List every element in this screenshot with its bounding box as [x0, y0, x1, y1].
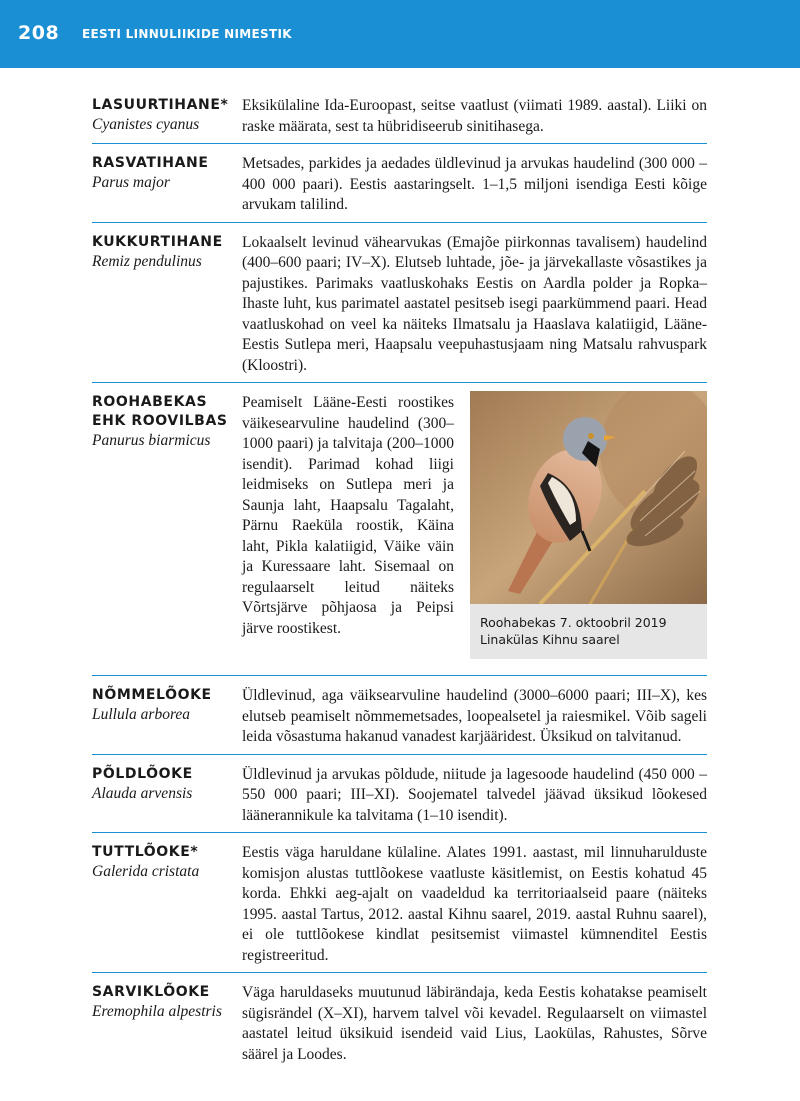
species-names	[92, 233, 242, 377]
book-title: EESTI LINNULIIKIDE NIMESTIK	[82, 27, 292, 41]
species-description: Metsades, parkides ja aedades üldlevinud ja arvukas haudelind (300 000 – 400 000 paari). Eestis aastaringselt. 1–1,5 miljoni isendiga Eesti kõige arvukam talilind.	[242, 155, 707, 213]
species-latin-name: Cyanistes cyanus	[92, 116, 200, 133]
species-entry	[92, 229, 707, 384]
photo-caption-line: Roohabekas 7. oktoobril 2019	[480, 615, 667, 630]
species-names	[92, 96, 242, 137]
species-list	[92, 92, 707, 1071]
species-names	[92, 393, 242, 659]
species-common-name: RASVATIHANE	[92, 155, 209, 171]
species-latin-name: Panurus biarmicus	[92, 432, 211, 449]
species-entry	[92, 682, 707, 755]
species-description: Väga haruldaseks muutunud läbirändaja, keda Eestis kohatakse peamiselt sügisrändel (X–XI), harvem talvel või kevadel. Regulaarselt on viimastel aastatel leitud üksikuid isendeid vaid Lius, Laokülas, Rahustes, Sõrve säärel ja Loodes.	[242, 984, 707, 1063]
species-description: Üldlevinud ja arvukas põldude, niitude ja lagesoode haudelind (450 000 – 550 000 paari; III–XI). Soojematel talvedel jäävad üksikud lõokesed läänerannikule ka talvitama (1–10 isendit).	[242, 765, 707, 824]
species-entry	[92, 839, 707, 973]
species-entry	[92, 979, 707, 1071]
description-with-photo	[242, 393, 707, 659]
species-latin-name: Galerida cristata	[92, 863, 200, 880]
photo-figure	[470, 391, 707, 659]
species-latin-name: Eremophila alpestris	[92, 1003, 222, 1020]
page-number: 208	[18, 22, 60, 44]
species-description: Eksikülaline Ida-Euroopast, seitse vaatlust (viimati 1989. aastal). Liiki on raske määrata, sest ta hübridiseerub sinitihasega.	[242, 97, 707, 135]
species-names	[92, 765, 242, 827]
species-common-name: TUTTLÕOKE*	[92, 844, 199, 860]
species-description: Peamiselt Lääne-Eesti roostikes väikesearvuline haudelind (300–1000 paari) ja talvitaja (200–1000 isendit). Parimad kohad liigi leidmiseks on Sutlepa meri ja Saunja laht, Haapsalu Tagalaht, Pärnu Raeküla roostik, Käina laht, Pikla kalatiigid, Väike väin ja Kuressaare laht. Sisemaal on regulaarselt leitud näiteks Võrtsjärve põhjaosa ja Peipsi järve roostikest.	[242, 394, 454, 637]
species-common-name: ROOHABEKAS EHK ROOVILBAS	[92, 394, 228, 429]
species-names	[92, 686, 242, 748]
species-names	[92, 154, 242, 216]
species-common-name: LASUURTIHANE*	[92, 97, 229, 113]
species-entry	[92, 92, 707, 144]
species-latin-name: Remiz pendulinus	[92, 252, 202, 270]
species-common-name: NÕMMELÕOKE	[92, 687, 212, 703]
species-common-name: PÕLDLÕOKE	[92, 765, 193, 782]
page-header	[0, 0, 800, 68]
species-description: Lokaalselt levinud vähearvukas (Emajõe piirkonnas tavalisem) haudelind (400–600 paari; IV–X). Elutseb luhtade, jõe- ja järvekallaste võsastikes ja pajustikes. Parimaks vaatluskohaks Eestis on Aardla polder ja Ropka–Ihaste luht, kus parimatel aastatel pesitseb isegi paarkümmend paari. Head vaatluskohad on veel ka näiteks Ilmatsalu ja Haaslava kalatiigid, Lääne-Eestis Sutlepa meri, Haapsalu veepuhastusjaam ning Matsalu rahvuspark (Kloostri).	[242, 233, 707, 374]
species-description: Üldlevinud, aga väiksearvuline haudelind (3000–6000 paari; III–X), kes elutseb peamiselt nõmmemetsades, loopealsetel ja raiesmikel. Võib sageli leida võsastuma hakanud vanadest karjääridest. Üksikud on talvitanud.	[242, 687, 707, 745]
bearded-reedling-photo	[470, 391, 707, 604]
species-latin-name: Lullula arborea	[92, 706, 191, 723]
species-latin-name: Alauda arvensis	[92, 784, 193, 802]
species-entry	[92, 150, 707, 223]
species-names	[92, 843, 242, 966]
species-common-name: SARVIKLÕOKE	[92, 984, 210, 1000]
species-entry	[92, 761, 707, 834]
photo-caption-line: Linakülas Kihnu saarel	[480, 632, 620, 647]
species-entry	[92, 389, 707, 676]
species-latin-name: Parus major	[92, 174, 170, 191]
species-common-name: KUKKURTIHANE	[92, 233, 223, 250]
species-description: Eestis väga haruldane külaline. Alates 1991. aastast, mil linnuharulduste komisjon alustas tuttlõokese vaatluste käsitlemist, on Eestis kohatud 45 korda. Ehkki aeg-ajalt on vaadeldud ka territoriaalseid paare (näiteks 1995. aastal Tartus, 2012. aastal Kihnu saarel, 2019. aastal Ruhnu saarel), ei ole tuttlõokese kindlat pesitsemist viimastel kümnenditel Eestis registreeritud.	[242, 844, 707, 964]
photo-caption	[470, 604, 707, 659]
species-names	[92, 983, 242, 1065]
